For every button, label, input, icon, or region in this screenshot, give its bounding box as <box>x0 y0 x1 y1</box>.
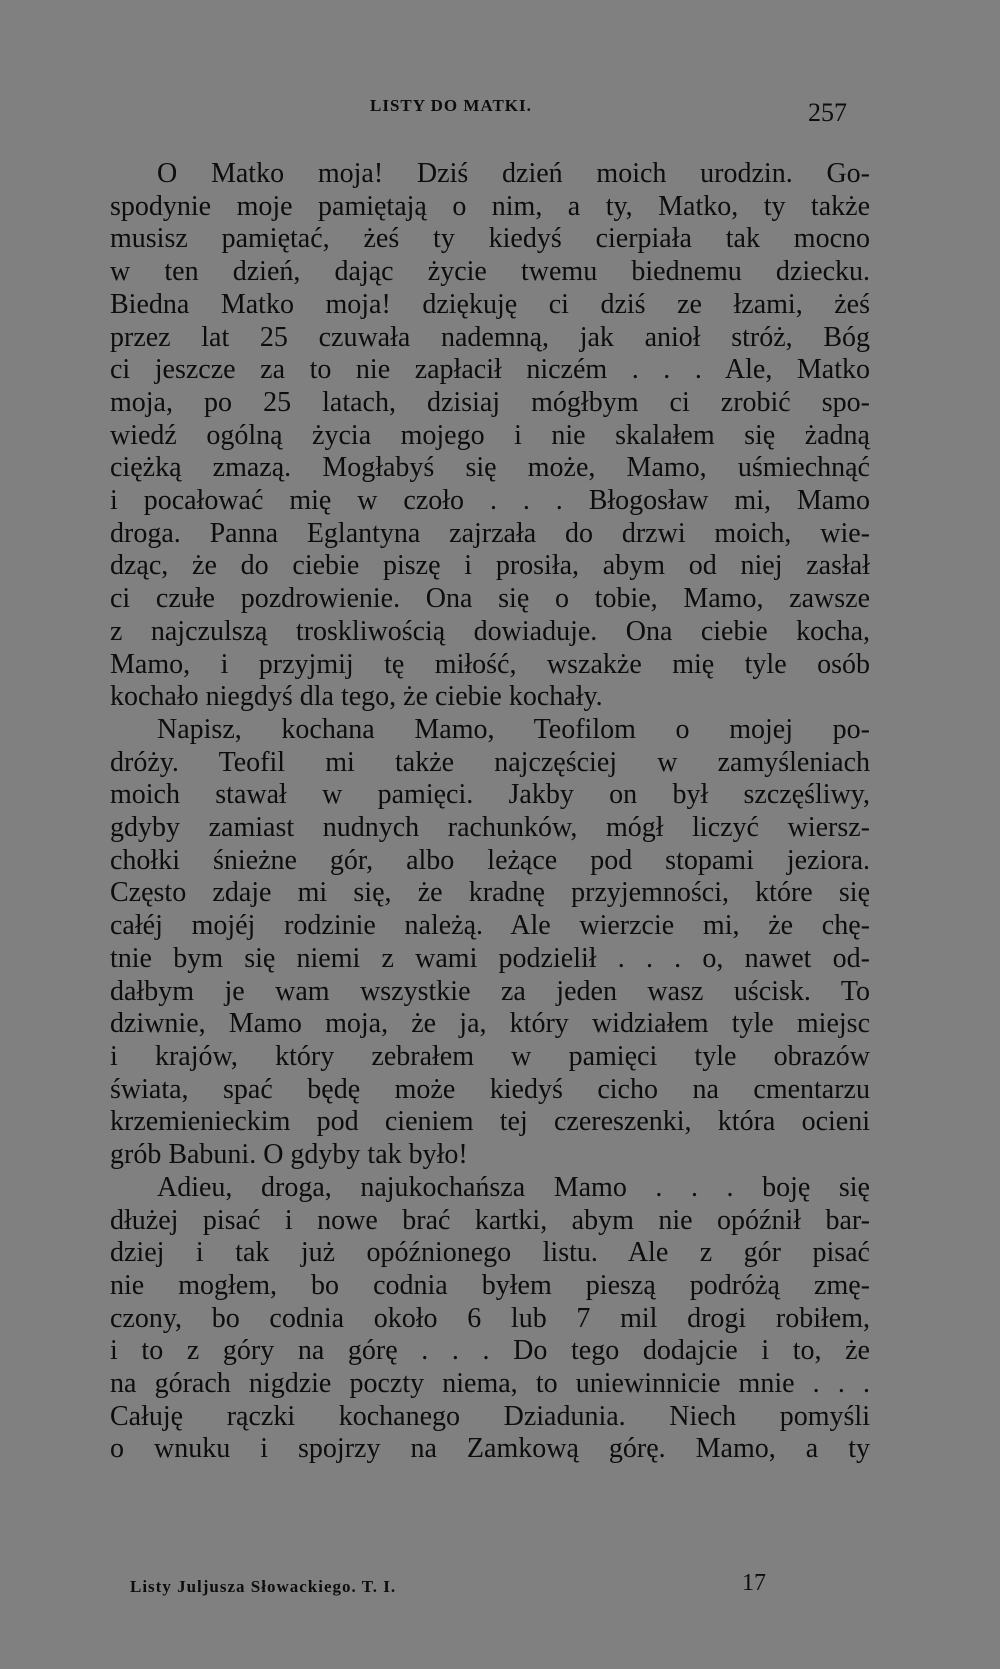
text-line: gdyby zamiast nudnych rachunków, mógł liczyć wiersz- <box>110 812 870 844</box>
text-line: dząc, że do ciebie piszę i prosiła, abym od niej zasłał <box>110 550 870 582</box>
text-line: moja, po 25 latach, dzisiaj mógłbym ci zrobić spo- <box>110 386 870 418</box>
text-line: świata, spać będę może kiedyś cicho na cmentarzu <box>110 1073 870 1105</box>
text-line: nie mogłem, bo codnia byłem pieszą podróżą zmę- <box>110 1269 870 1301</box>
text-line: Mamo, i przyjmij tę miłość, wszakże mię tyle osób <box>110 648 870 680</box>
text-line: grób Babuni. O gdyby tak było! <box>110 1139 468 1171</box>
text-line: o wnuku i spojrzy na Zamkową górę. Mamo, a ty <box>110 1433 870 1465</box>
text-line: ciężką zmazą. Mogłabyś się może, Mamo, uśmiechnąć <box>110 452 870 484</box>
text-line: Całuję rączki kochanego Dziadunia. Niech pomyśli <box>110 1400 870 1432</box>
text-line: O Matko moja! Dziś dzień moich urodzin. Go- <box>157 158 870 189</box>
text-line: Adieu, droga, najukochańsza Mamo . . . boję się <box>157 1171 870 1203</box>
text-line: Często zdaje mi się, że kradnę przyjemności, które się <box>110 877 870 909</box>
text-line: na górach nigdzie poczty niema, to uniewinnicie mnie . . . <box>110 1368 870 1400</box>
text-line: krzemienieckim pod cieniem tej czereszenki, która ocieni <box>110 1106 870 1138</box>
text-line: i pocałować mię w czoło . . . Błogosław mi, Mamo <box>110 485 870 517</box>
text-line: ci czułe pozdrowienie. Ona się o tobie, Mamo, zawsze <box>110 583 870 615</box>
text-line: dziwnie, Mamo moja, że ja, który widziałem tyle miejsc <box>110 1008 870 1040</box>
footer-signature-mark: 17 <box>742 1570 766 1596</box>
text-line: i krajów, który zebrałem w pamięci tyle obrazów <box>110 1040 870 1072</box>
text-line: moich stawał w pamięci. Jakby on był szczęśliwy, <box>110 779 870 811</box>
page-number: 257 <box>808 98 847 127</box>
text-line: Biedna Matko moja! dziękuję ci dziś ze łzami, żeś <box>110 288 870 320</box>
text-line: musisz pamiętać, żeś ty kiedyś cierpiała tak mocno <box>110 223 870 255</box>
text-line: tnie bym się niemi z wami podzielił . . . o, nawet od- <box>110 942 870 974</box>
text-line: wiedź ogólną życia mojego i nie skalałem się żadną <box>110 419 870 451</box>
text-line: dziej i tak już opóźnionego listu. Ale z gór pisać <box>110 1237 870 1269</box>
text-line: droga. Panna Eglantyna zajrzała do drzwi moich, wie- <box>110 517 870 549</box>
text-line: całéj mojéj rodzinie należą. Ale wierzcie mi, że chę- <box>110 910 870 942</box>
text-line: chołki śnieżne gór, albo leżące pod stopami jeziora. <box>110 844 870 876</box>
text-line: Napisz, kochana Mamo, Teofilom o mojej po- <box>157 713 870 745</box>
text-line: czony, bo codnia około 6 lub 7 mil drogi robiłem, <box>110 1302 870 1334</box>
text-line: dałbym je wam wszystkie za jeden wasz uścisk. To <box>110 975 870 1007</box>
text-line: z najczulszą troskliwością dowiaduje. Ona ciebie kocha, <box>110 615 870 647</box>
running-title: LISTY DO MATKI. <box>370 96 532 115</box>
text-line: kochało niegdyś dla tego, że ciebie kochały. <box>110 681 603 713</box>
text-line: ci jeszcze za to nie zapłacił niczém . . . Ale, Matko <box>110 354 870 386</box>
text-line: dróży. Teofil mi także najczęściej w zamyśleniach <box>110 746 870 778</box>
letter-body <box>110 158 870 1466</box>
text-line: spodynie moje pamiętają o nim, a ty, Matko, ty także <box>110 190 870 222</box>
text-line: w ten dzień, dając życie twemu biednemu dziecku. <box>110 256 870 288</box>
text-line: przez lat 25 czuwała nademną, jak anioł stróż, Bóg <box>110 321 870 353</box>
text-line: dłużej pisać i nowe brać kartki, abym nie opóźnił bar- <box>110 1204 870 1236</box>
footer-book-title: Listy Juljusza Słowackiego. T. I. <box>130 1577 397 1596</box>
text-line: i to z góry na górę . . . Do tego dodajcie i to, że <box>110 1335 870 1367</box>
